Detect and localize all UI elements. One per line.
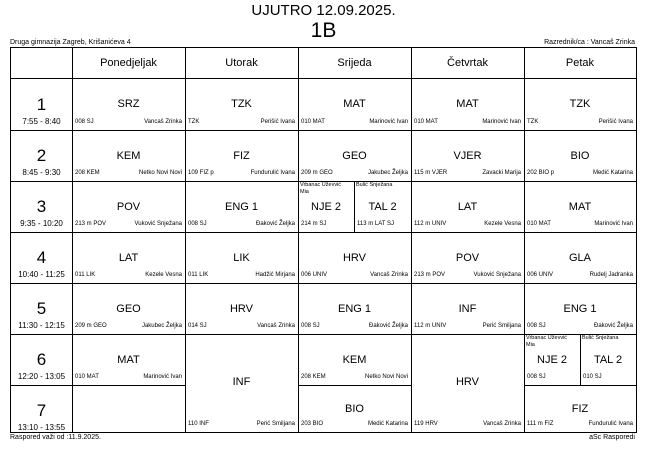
room: 112 m UNIV bbox=[414, 323, 447, 329]
day-header-wednesday: Srijeda bbox=[337, 57, 372, 69]
teacher: Vuković Snježana bbox=[473, 272, 521, 278]
room: TZK bbox=[527, 119, 539, 125]
grid-line bbox=[11, 232, 72, 233]
lesson-cell[interactable] bbox=[298, 78, 411, 130]
timetable-title: UJUTRO 12.09.2025. bbox=[251, 2, 396, 19]
grid-line bbox=[11, 283, 72, 284]
teacher: Marinović Ivan bbox=[482, 119, 521, 125]
teacher: Vancaš Zrinka bbox=[483, 421, 521, 427]
subject: LIK bbox=[233, 252, 250, 264]
lesson-cell[interactable] bbox=[185, 130, 298, 181]
period-time: 11:30 - 12:15 bbox=[18, 321, 65, 330]
room: 109 FIZ p bbox=[188, 170, 214, 176]
lesson-cell[interactable] bbox=[72, 181, 185, 232]
period-number: 7 bbox=[36, 401, 47, 420]
room: 209 m GEO bbox=[301, 170, 333, 176]
lesson-cell[interactable] bbox=[185, 181, 298, 232]
teacher: Đaković Željka bbox=[368, 323, 408, 329]
lesson-cell[interactable] bbox=[524, 181, 636, 232]
lesson-cell[interactable] bbox=[298, 385, 411, 432]
teacher: Kezele Vesna bbox=[484, 221, 521, 227]
period-number: 2 bbox=[36, 146, 47, 165]
lesson-cell[interactable] bbox=[411, 283, 524, 334]
room: 213 m POV bbox=[75, 221, 107, 227]
room: 119 HRV bbox=[414, 421, 438, 427]
lesson-cell[interactable] bbox=[524, 130, 636, 181]
grid-line bbox=[11, 385, 72, 386]
period-number: 6 bbox=[36, 350, 47, 369]
lesson-cell[interactable] bbox=[411, 232, 524, 283]
lesson-cell[interactable] bbox=[580, 334, 636, 385]
group-teacher: Vrbanac Uževvić Mia bbox=[526, 335, 568, 348]
period-time: 7:55 - 8:40 bbox=[22, 117, 61, 126]
subject: TZK bbox=[569, 98, 591, 110]
teacher: Đaković Željka bbox=[593, 323, 633, 329]
lesson-cell[interactable] bbox=[298, 130, 411, 181]
lesson-cell[interactable] bbox=[298, 334, 411, 385]
subject: NJE 2 bbox=[311, 201, 341, 213]
lesson-cell[interactable] bbox=[298, 283, 411, 334]
room: 202 BIO p bbox=[527, 170, 555, 176]
subject: VJER bbox=[453, 150, 482, 162]
lesson-cell[interactable] bbox=[72, 334, 185, 385]
period-number: 1 bbox=[36, 95, 47, 114]
room: 213 m POV bbox=[414, 272, 446, 278]
subject: MAT bbox=[456, 98, 479, 110]
lesson-cell[interactable] bbox=[185, 334, 298, 432]
room: 203 BIO bbox=[301, 421, 324, 427]
room: TZK bbox=[188, 119, 200, 125]
room: 115 m VJER bbox=[414, 170, 448, 176]
room: 014 SJ bbox=[188, 323, 207, 329]
teacher: Jakubec Željka bbox=[367, 170, 408, 176]
room: 111 m FIZ bbox=[527, 421, 554, 427]
teacher: Rudelj Jadranka bbox=[589, 272, 633, 278]
subject: POV bbox=[455, 252, 480, 264]
teacher: Marinović Ivan bbox=[143, 374, 182, 380]
subject: HRV bbox=[342, 252, 367, 264]
room: 110 INF bbox=[188, 421, 209, 427]
teacher: Netko Novi Novi bbox=[364, 374, 408, 380]
period-number: 3 bbox=[36, 197, 47, 216]
room: 006 UNIV bbox=[301, 272, 328, 278]
lesson-cell[interactable] bbox=[185, 232, 298, 283]
teacher: Netko Novi Novi bbox=[138, 170, 182, 176]
period-number: 5 bbox=[36, 299, 47, 318]
subject: POV bbox=[116, 201, 141, 213]
lesson-cell[interactable] bbox=[185, 283, 298, 334]
teacher: Zavacki Marija bbox=[482, 170, 521, 176]
day-header-thursday: Četvrtak bbox=[447, 57, 488, 69]
room: 008 SJ bbox=[75, 119, 94, 125]
grid-line bbox=[11, 334, 72, 335]
lesson-cell[interactable] bbox=[524, 78, 636, 130]
subject: HRV bbox=[229, 303, 254, 315]
subject: INF bbox=[458, 303, 477, 315]
teacher: Medić Katarina bbox=[367, 421, 408, 427]
group-teacher: Bulić Snježana bbox=[582, 335, 619, 341]
teacher: Vancaš Zrinka bbox=[144, 119, 182, 125]
room: 208 KEM bbox=[75, 170, 100, 176]
class-teacher: Razrednik/ca : Vancaš Zrinka bbox=[544, 39, 635, 46]
lesson-cell[interactable] bbox=[72, 78, 185, 130]
lesson-cell[interactable] bbox=[185, 78, 298, 130]
room: 010 MAT bbox=[301, 119, 325, 125]
teacher: Đaković Željka bbox=[255, 221, 295, 227]
subject: MAT bbox=[343, 98, 366, 110]
lesson-cell[interactable] bbox=[411, 334, 524, 432]
grid-line bbox=[11, 181, 72, 182]
period-time: 8:45 - 9:30 bbox=[22, 168, 61, 177]
teacher: Marinović Ivan bbox=[594, 221, 633, 227]
subject: FIZ bbox=[233, 150, 250, 162]
subject: NJE 2 bbox=[537, 354, 567, 366]
subject: BIO bbox=[570, 150, 590, 162]
lesson-cell[interactable] bbox=[524, 283, 636, 334]
subject: MAT bbox=[568, 201, 592, 213]
subject: HRV bbox=[455, 376, 480, 388]
subject: ENG 1 bbox=[337, 303, 371, 315]
subject: SRZ bbox=[117, 98, 140, 110]
room: 208 KEM bbox=[301, 374, 326, 380]
day-header-tuesday: Utorak bbox=[225, 57, 258, 69]
subject: INF bbox=[232, 376, 251, 388]
teacher: Medić Katarina bbox=[592, 170, 633, 176]
room: 010 MAT bbox=[75, 374, 99, 380]
lesson-cell[interactable] bbox=[524, 385, 636, 432]
teacher: Marinović Ivan bbox=[369, 119, 408, 125]
subject: TAL 2 bbox=[593, 354, 623, 366]
room: 008 SJ bbox=[301, 323, 320, 329]
group-teacher: Bulić Snježana bbox=[356, 182, 393, 188]
lesson-cell[interactable] bbox=[411, 181, 524, 232]
teacher: Vancaš Zrinka bbox=[257, 323, 295, 329]
lesson-cell[interactable] bbox=[411, 130, 524, 181]
lesson-cell[interactable] bbox=[524, 334, 580, 385]
day-header-monday: Ponedjeljak bbox=[100, 57, 157, 69]
room: 209 m GEO bbox=[75, 323, 107, 329]
teacher: Vuković Snježana bbox=[134, 221, 182, 227]
room: 006 UNIV bbox=[527, 272, 554, 278]
room: 011 LIK bbox=[188, 272, 209, 278]
room: 112 m UNIV bbox=[414, 221, 447, 227]
subject: KEM bbox=[116, 150, 141, 162]
teacher: Fundurulić Ivana bbox=[250, 170, 295, 176]
period-time: 12:20 - 13:05 bbox=[17, 372, 66, 381]
grid-line bbox=[72, 385, 185, 386]
room: 010 SJ bbox=[583, 374, 602, 380]
subject: GEO bbox=[116, 303, 141, 315]
period-time: 13:10 - 13:55 bbox=[17, 423, 66, 432]
period-time: 9:35 - 10:20 bbox=[20, 219, 63, 228]
teacher: Perić Smiljana bbox=[482, 323, 521, 329]
room: 010 MAT bbox=[527, 221, 551, 227]
teacher: Fundurulić Ivana bbox=[588, 421, 633, 427]
timetable-grid bbox=[10, 47, 637, 433]
subject: MAT bbox=[117, 354, 140, 366]
room: 008 SJ bbox=[188, 221, 207, 227]
lesson-cell[interactable] bbox=[411, 78, 524, 130]
period-number: 4 bbox=[36, 248, 47, 267]
subject: TAL 2 bbox=[368, 201, 397, 213]
lesson-cell[interactable] bbox=[524, 232, 636, 283]
lesson-cell[interactable] bbox=[298, 181, 354, 232]
teacher: Jakubec Željka bbox=[141, 323, 182, 329]
room: 011 LIK bbox=[75, 272, 96, 278]
room: 010 MAT bbox=[414, 119, 438, 125]
subject: ENG 1 bbox=[224, 201, 258, 213]
lesson-cell[interactable] bbox=[72, 232, 185, 283]
teacher: Vancaš Zrinka bbox=[370, 272, 408, 278]
valid-from-note: Raspored važi od :11.9.2025. bbox=[10, 434, 101, 441]
subject: GEO bbox=[342, 150, 367, 162]
lesson-cell[interactable] bbox=[72, 130, 185, 181]
lesson-cell[interactable] bbox=[298, 232, 411, 283]
day-header-friday: Petak bbox=[565, 57, 595, 69]
subject: BIO bbox=[345, 403, 364, 415]
room: 008 SJ bbox=[527, 323, 546, 329]
subject: GLA bbox=[568, 252, 591, 264]
teacher: Perišić Ivana bbox=[598, 119, 633, 125]
room: 214 m SJ bbox=[301, 221, 327, 227]
subject: LAT bbox=[118, 252, 139, 264]
teacher: Perić Smiljana bbox=[256, 421, 295, 427]
grid-line bbox=[11, 130, 72, 131]
group-teacher: Vrbanac Uževvić Mia bbox=[300, 182, 342, 195]
school-name: Druga gimnazija Zagreb, Krišanićeva 4 bbox=[10, 39, 131, 46]
period-time: 10:40 - 11:25 bbox=[18, 270, 65, 279]
teacher: Hadžić Mirjana bbox=[255, 272, 295, 278]
class-name: 1B bbox=[310, 19, 337, 42]
lesson-cell[interactable] bbox=[72, 283, 185, 334]
teacher: Perišić Ivana bbox=[260, 119, 295, 125]
subject: FIZ bbox=[571, 403, 589, 415]
room: 008 SJ bbox=[527, 374, 546, 380]
subject: ENG 1 bbox=[563, 303, 597, 315]
room: 113 m LAT SJ bbox=[357, 221, 395, 227]
teacher: Kezele Vesna bbox=[145, 272, 182, 278]
subject: TZK bbox=[231, 98, 252, 110]
subject: LAT bbox=[457, 201, 478, 213]
lesson-cell[interactable] bbox=[354, 181, 411, 232]
subject: KEM bbox=[342, 354, 367, 366]
software-credit: aSc Rasporedi bbox=[589, 434, 635, 441]
